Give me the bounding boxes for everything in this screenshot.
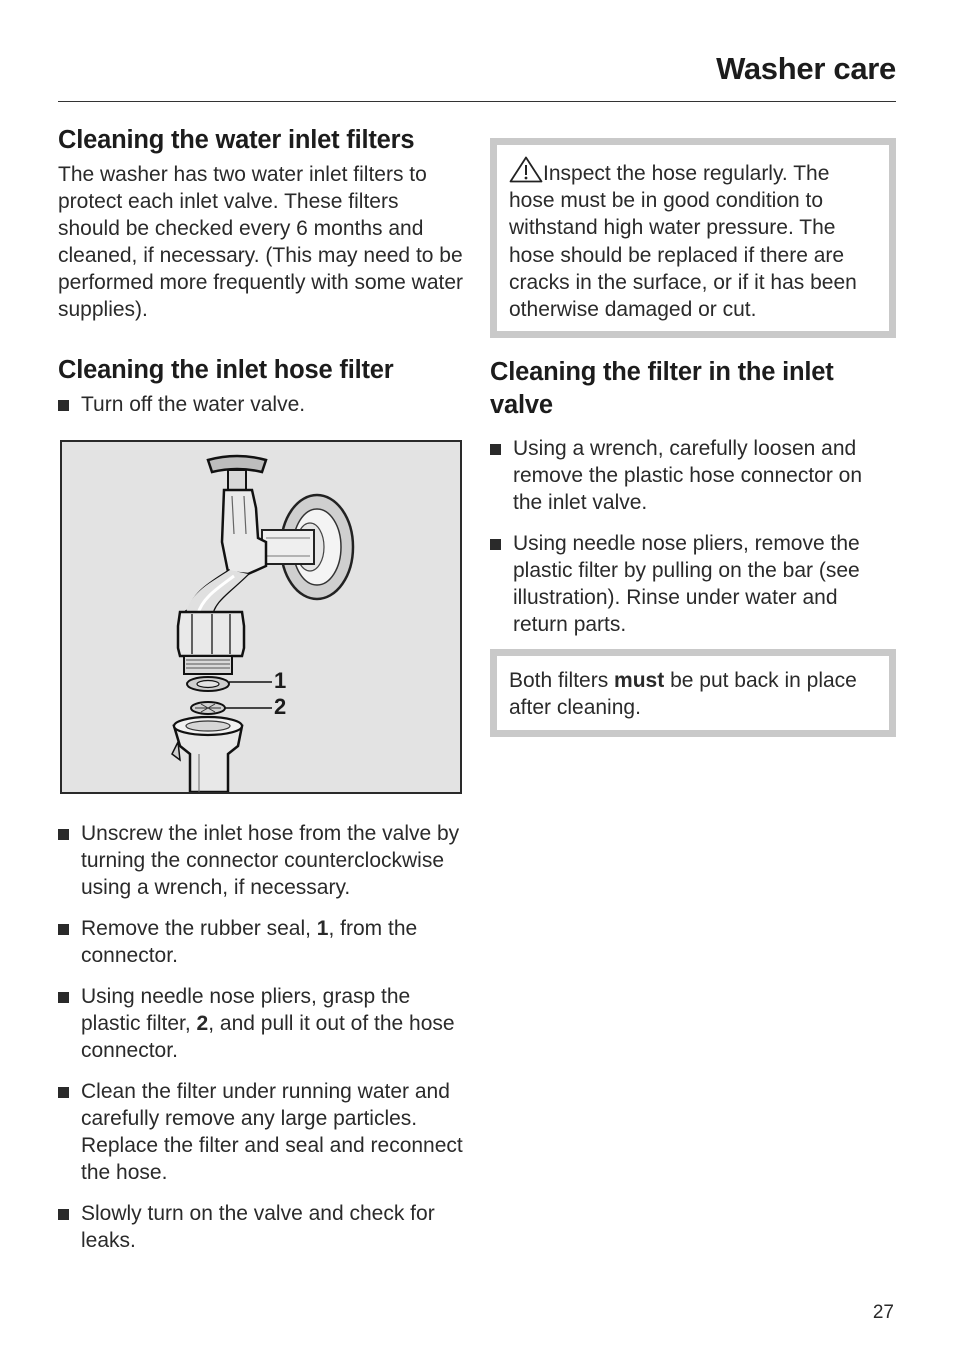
page-header bbox=[58, 48, 896, 102]
valve-filter-steps bbox=[490, 435, 896, 638]
section-heading-water-inlet-filters: Cleaning the water inlet filters bbox=[58, 126, 415, 154]
left-column bbox=[58, 124, 464, 1268]
step-loosen-connector: Using a wrench, carefully loosen and remove the plastic hose connector on the inlet valve. bbox=[490, 435, 896, 516]
bullet-square-icon bbox=[490, 539, 501, 550]
bullet-square-icon bbox=[58, 829, 69, 840]
bullet-square-icon bbox=[58, 992, 69, 1003]
step-turn-off-valve: Turn off the water valve. bbox=[58, 391, 464, 418]
note-box: Both filters must be put back in place after cleaning. bbox=[490, 649, 896, 736]
step-remove-seal: Remove the rubber seal, 1, from the connector. bbox=[58, 915, 464, 969]
page-title: Washer care bbox=[716, 51, 896, 86]
hose-filter-steps bbox=[58, 820, 464, 1254]
warning-text: Inspect the hose regularly. The hose must be in good condition to withstand high water pressure. The hose should be replaced if there are cracks in the surface, or if it has been otherwise damaged or cut. bbox=[509, 162, 857, 322]
step-pull-filter: Using needle nose pliers, remove the plastic filter by pulling on the bar (see illustration). Rinse under water and return parts. bbox=[490, 530, 896, 638]
step-unscrew-hose: Unscrew the inlet hose from the valve by turning the connector counterclockwise using a wrench, if necessary. bbox=[58, 820, 464, 901]
step-remove-filter: Using needle nose pliers, grasp the plastic filter, 2, and pull it out of the hose connector. bbox=[58, 983, 464, 1064]
bullet-square-icon bbox=[58, 1209, 69, 1220]
section-heading-inlet-valve-filter: Cleaning the filter in the inlet valve bbox=[490, 358, 834, 420]
warning-box bbox=[490, 138, 896, 338]
callout-label-1: 1 bbox=[274, 668, 287, 693]
page-number: 27 bbox=[872, 1302, 894, 1323]
bullet-square-icon bbox=[58, 924, 69, 935]
right-column bbox=[490, 138, 896, 737]
inlet-hose-illustration bbox=[60, 440, 462, 794]
bullet-square-icon bbox=[490, 444, 501, 455]
step-check-leaks: Slowly turn on the valve and check for leaks. bbox=[58, 1200, 464, 1254]
bullet-square-icon bbox=[58, 400, 69, 411]
callout-label-2: 2 bbox=[274, 694, 287, 719]
pre-figure-steps bbox=[58, 391, 464, 418]
bullet-square-icon bbox=[58, 1087, 69, 1098]
intro-paragraph: The washer has two water inlet filters to protect each inlet valve. These filters should be checked every 6 months and cleaned, if necessary. (This may need to be performed more frequently with some water supplies). bbox=[58, 163, 463, 321]
warning-triangle-icon bbox=[509, 156, 543, 183]
step-clean-filter: Clean the filter under running water and carefully remove any large particles. Replace the filter and seal and reconnect the hose. bbox=[58, 1078, 464, 1186]
section-heading-inlet-hose-filter: Cleaning the inlet hose filter bbox=[58, 356, 394, 384]
faucet-hose-drawing bbox=[62, 442, 460, 792]
